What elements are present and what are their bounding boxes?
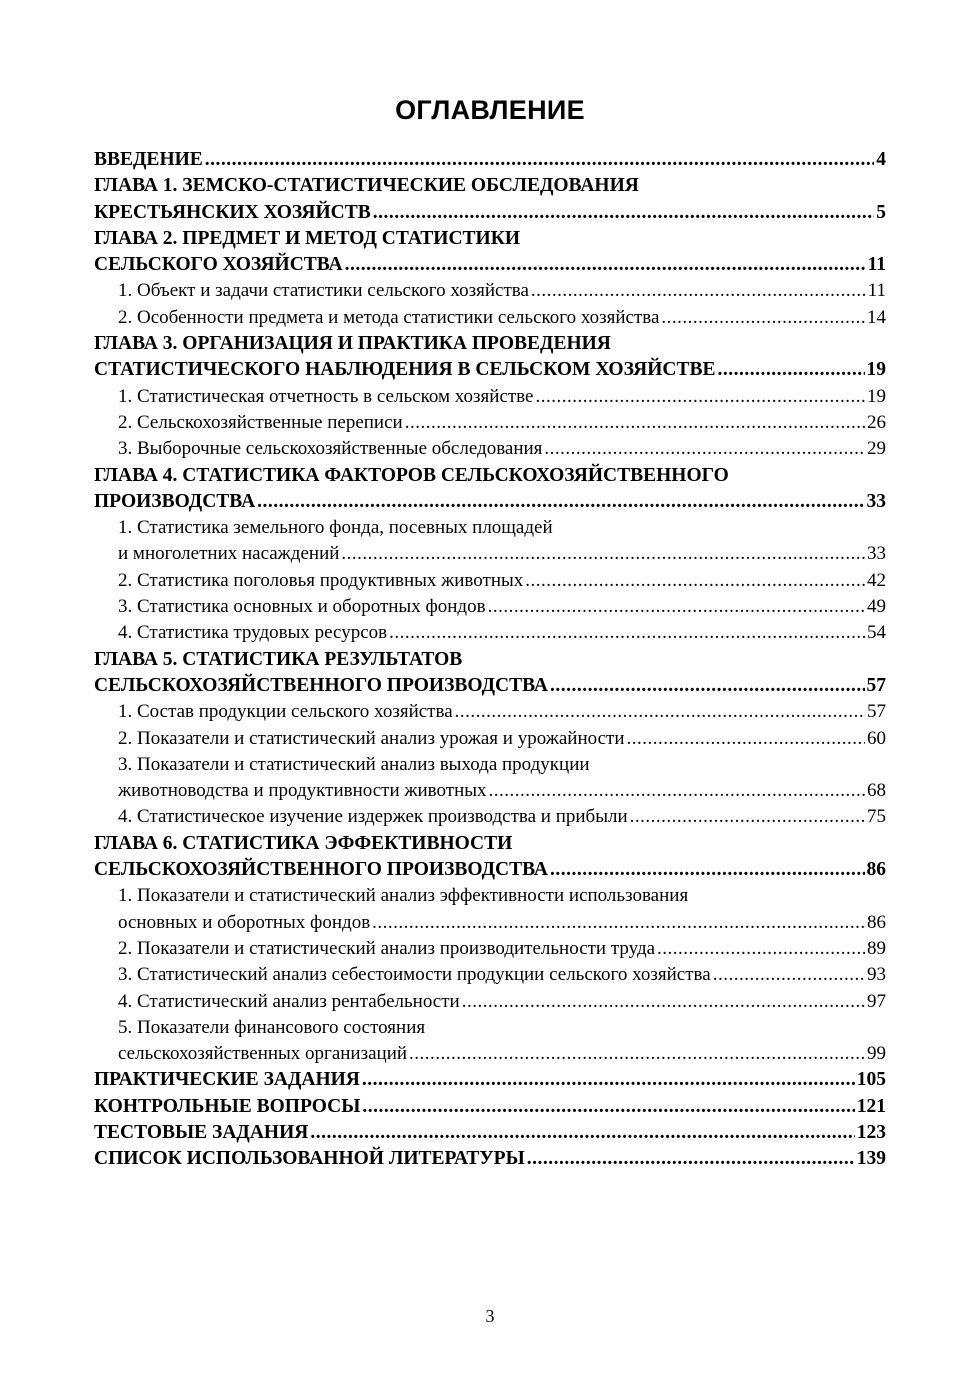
toc-entry-chapter-1-cont[interactable]	[94, 200, 886, 226]
toc-entry-title: ПРАКТИЧЕСКИЕ ЗАДАНИЯ	[94, 1069, 360, 1091]
toc-entry-title-continued: СЕЛЬСКОГО ХОЗЯЙСТВА	[94, 254, 343, 276]
toc-entry-title: 4. Статистическое изучение издержек производства и прибыли	[118, 806, 628, 828]
dot-leader	[373, 200, 874, 226]
toc-page-number: 26	[867, 411, 886, 433]
dot-leader	[550, 673, 865, 699]
toc-page-number: 123	[856, 1121, 886, 1143]
dot-leader	[525, 568, 865, 594]
toc-page-number: 33	[866, 490, 886, 512]
toc-entry-section[interactable]	[94, 515, 886, 541]
toc-page-number: 68	[867, 780, 886, 802]
toc-entry-control-questions[interactable]	[94, 1094, 886, 1120]
dot-leader	[713, 962, 865, 988]
toc-page-number: 75	[867, 806, 886, 828]
dot-leader	[455, 699, 865, 725]
toc-entry-title: 1. Состав продукции сельского хозяйства	[118, 701, 453, 723]
toc-entry-title: ГЛАВА 4. СТАТИСТИКА ФАКТОРОВ СЕЛЬСКОХОЗЯЙСТВЕННОГО	[94, 464, 729, 486]
toc-page-number: 105	[856, 1069, 886, 1091]
toc-page-number: 86	[867, 911, 886, 933]
toc-entry-title-continued: СЕЛЬСКОХОЗЯЙСТВЕННОГО ПРОИЗВОДСТВА	[94, 859, 548, 881]
toc-page-number: 86	[866, 859, 886, 881]
toc-entry-chapter-5[interactable]	[94, 647, 886, 673]
toc-page-number: 49	[867, 596, 886, 618]
dot-leader	[527, 1146, 855, 1172]
toc-entry-section[interactable]	[94, 384, 886, 410]
toc-page-number: 11	[867, 254, 886, 276]
toc-entry-section[interactable]	[94, 305, 886, 331]
dot-leader	[657, 936, 865, 962]
toc-entry-section[interactable]	[94, 752, 886, 778]
toc-entry-title: 4. Статистика трудовых ресурсов	[118, 622, 388, 644]
dot-leader	[718, 357, 865, 383]
toc-entry-title: 3. Выборочные сельскохозяйственные обследования	[118, 438, 543, 460]
dot-leader	[630, 804, 865, 830]
toc-entry-title-continued: животноводства и продуктивности животных	[118, 780, 487, 802]
toc-entry-section[interactable]	[94, 936, 886, 962]
toc-page-number: 33	[867, 543, 886, 565]
toc-entry-title: 1. Объект и задачи статистики сельского хозяйства	[118, 280, 529, 302]
toc-entry-title: 3. Статистика основных и оборотных фондов	[118, 596, 486, 618]
toc-entry-section[interactable]	[94, 989, 886, 1015]
toc-entry-chapter-6-cont[interactable]	[94, 857, 886, 883]
dot-leader	[531, 278, 866, 304]
toc-page-number: 57	[867, 701, 886, 723]
dot-leader	[362, 1067, 855, 1093]
toc-page-number: 99	[867, 1043, 886, 1065]
dot-leader	[405, 410, 865, 436]
dot-leader	[345, 252, 866, 278]
toc-entry-title: ГЛАВА 3. ОРГАНИЗАЦИЯ И ПРАКТИКА ПРОВЕДЕНИЯ	[94, 333, 611, 355]
toc-page-number: 11	[867, 280, 886, 302]
toc-entry-title: 3. Статистический анализ себестоимости продукции сельского хозяйства	[118, 964, 711, 986]
toc-entry-title: 2. Показатели и статистический анализ урожая и урожайности	[118, 727, 625, 749]
dot-leader	[310, 1120, 854, 1146]
toc-entry-section[interactable]	[94, 804, 886, 830]
toc-entry-title: 4. Статистический анализ рентабельности	[118, 990, 460, 1012]
toc-entry-section[interactable]	[94, 726, 886, 752]
dot-leader	[257, 489, 864, 515]
toc-page-number: 93	[867, 964, 886, 986]
dot-leader	[550, 857, 865, 883]
toc-entry-section[interactable]	[94, 568, 886, 594]
toc-entry-title: ГЛАВА 5. СТАТИСТИКА РЕЗУЛЬТАТОВ	[94, 648, 463, 670]
toc-entry-section-cont[interactable]	[94, 778, 886, 804]
toc-entry-title-continued: СЕЛЬСКОХОЗЯЙСТВЕННОГО ПРОИЗВОДСТВА	[94, 674, 548, 696]
toc-page-number: 97	[867, 990, 886, 1012]
toc-page-number: 139	[856, 1148, 886, 1170]
toc-page-number: 29	[867, 438, 886, 460]
toc-entry-chapter-1[interactable]	[94, 173, 886, 199]
dot-leader	[341, 541, 865, 567]
toc-page-number: 60	[867, 727, 886, 749]
toc-entry-title-continued: сельскохозяйственных организаций	[118, 1043, 408, 1065]
toc-entry-section[interactable]	[94, 1015, 886, 1041]
dot-leader	[489, 778, 865, 804]
toc-entry-title: ГЛАВА 1. ЗЕМСКО-СТАТИСТИЧЕСКИЕ ОБСЛЕДОВАНИЯ	[94, 175, 639, 197]
page-number: 3	[485, 1306, 495, 1326]
toc-entry-title: ВВЕДЕНИЕ	[94, 149, 203, 170]
dot-leader	[372, 910, 865, 936]
dot-leader	[462, 989, 865, 1015]
toc-page-number: 4	[876, 149, 886, 170]
toc-entry-section[interactable]	[94, 699, 886, 725]
dot-leader	[389, 620, 865, 646]
dot-leader	[535, 384, 865, 410]
toc-entry-chapter-4[interactable]	[94, 463, 886, 489]
dot-leader	[544, 436, 865, 462]
toc-entry-title: ТЕСТОВЫЕ ЗАДАНИЯ	[94, 1121, 309, 1143]
toc-entry-section[interactable]	[94, 278, 886, 304]
toc-entry-title: ГЛАВА 2. ПРЕДМЕТ И МЕТОД СТАТИСТИКИ	[94, 227, 521, 249]
dot-leader	[661, 305, 865, 331]
toc-entry-section[interactable]	[94, 594, 886, 620]
toc-page-number: 19	[867, 385, 886, 407]
toc-entry-section-cont[interactable]	[94, 541, 886, 567]
toc-entry-title-continued: КРЕСТЬЯНСКИХ ХОЗЯЙСТВ	[94, 201, 371, 223]
toc-entry-title-continued: ПРОИЗВОДСТВА	[94, 490, 256, 512]
toc-entry-chapter-2[interactable]	[94, 226, 886, 252]
page-title: ОГЛАВЛЕНИЕ	[395, 95, 585, 125]
toc-entry-chapter-5-cont[interactable]	[94, 673, 886, 699]
toc-entry-title: 2. Особенности предмета и метода статистики сельского хозяйства	[118, 306, 660, 328]
toc-page-number: 54	[867, 622, 886, 644]
toc-page-number: 121	[856, 1095, 886, 1117]
toc-entry-title: СПИСОК ИСПОЛЬЗОВАННОЙ ЛИТЕРАТУРЫ	[94, 1148, 525, 1170]
toc-entry-chapter-2-cont[interactable]	[94, 252, 886, 278]
toc-page-number: 19	[866, 359, 886, 381]
toc-entry-section[interactable]	[94, 436, 886, 462]
toc-entry-title-continued: СТАТИСТИЧЕСКОГО НАБЛЮДЕНИЯ В СЕЛЬСКОМ ХОЗЯЙСТВЕ	[94, 359, 716, 381]
toc-entry-section-cont[interactable]	[94, 1041, 886, 1067]
dot-leader	[362, 1094, 854, 1120]
toc-entry-title: КОНТРОЛЬНЫЕ ВОПРОСЫ	[94, 1095, 361, 1117]
toc-entry-test-tasks[interactable]	[94, 1120, 886, 1146]
toc-page-number: 5	[876, 201, 886, 223]
toc-entry-references[interactable]	[94, 1146, 886, 1172]
toc-page-number: 14	[867, 306, 886, 328]
toc-entry-title: 3. Показатели и статистический анализ выхода продукции	[118, 753, 590, 775]
toc-entry-chapter-4-cont[interactable]	[94, 489, 886, 515]
toc-entry-title: 2. Сельскохозяйственные переписи	[118, 411, 403, 433]
toc-entry-section[interactable]	[94, 410, 886, 436]
toc-entry-section[interactable]	[94, 620, 886, 646]
toc-entry-chapter-3-cont[interactable]	[94, 357, 886, 383]
toc-entry-title-continued: и многолетних насаждений	[118, 543, 340, 565]
table-of-contents	[94, 147, 886, 1173]
toc-entry-title: 1. Показатели и статистический анализ эффективности использования	[118, 885, 689, 907]
toc-entry-title: 2. Показатели и статистический анализ производительности труда	[118, 937, 656, 959]
dot-leader	[409, 1041, 865, 1067]
toc-entry-title: 5. Показатели финансового состояния	[118, 1016, 426, 1038]
toc-entry-title: 1. Статистика земельного фонда, посевных площадей	[118, 517, 553, 539]
toc-page-number: 42	[867, 569, 886, 591]
dot-leader	[627, 726, 866, 752]
dot-leader	[488, 594, 865, 620]
toc-entry-title-continued: основных и оборотных фондов	[118, 911, 371, 933]
toc-entry-title: ГЛАВА 6. СТАТИСТИКА ЭФФЕКТИВНОСТИ	[94, 832, 513, 854]
toc-entry-introduction[interactable]	[94, 147, 886, 173]
toc-entry-section[interactable]	[94, 962, 886, 988]
toc-entry-title: 1. Статистическая отчетность в сельском хозяйстве	[118, 385, 534, 407]
toc-page-number: 57	[866, 674, 886, 696]
dot-leader	[205, 147, 874, 173]
toc-entry-section[interactable]	[94, 883, 886, 909]
toc-page-number: 89	[867, 937, 886, 959]
toc-entry-chapter-6[interactable]	[94, 831, 886, 857]
toc-entry-section-cont[interactable]	[94, 910, 886, 936]
toc-entry-chapter-3[interactable]	[94, 331, 886, 357]
toc-entry-practical-tasks[interactable]	[94, 1067, 886, 1093]
toc-entry-title: 2. Статистика поголовья продуктивных животных	[118, 569, 524, 591]
